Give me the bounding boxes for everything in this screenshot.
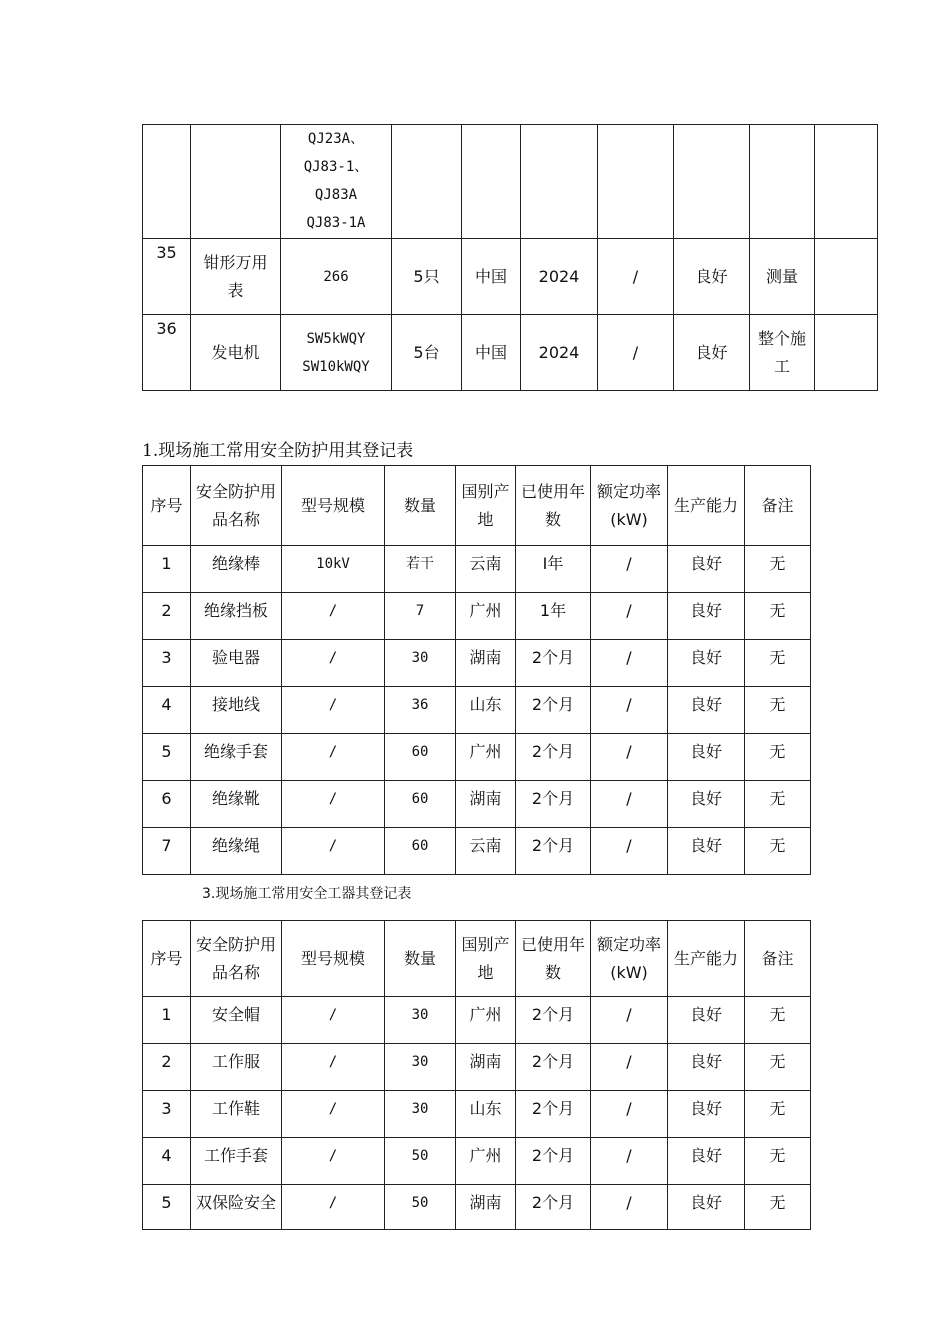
row-qty: 60 (385, 828, 456, 875)
header-row (143, 466, 811, 546)
header-name (191, 921, 282, 997)
table-row (143, 239, 878, 315)
row-power: / (591, 997, 668, 1044)
row-years: 2个月 (516, 687, 591, 734)
equipment-table-continued (142, 124, 878, 391)
row-name: 绝缘靴 (191, 781, 282, 828)
header-line: 安全防护用 (195, 481, 276, 501)
header-line: 已使用年 (520, 481, 585, 501)
row-capacity: 良好 (668, 1044, 745, 1091)
header-note: 备注 (745, 921, 811, 997)
row-name: 接地线 (191, 687, 282, 734)
row-power: / (591, 734, 668, 781)
row-year: 2024 (521, 239, 598, 315)
use-line: 工 (773, 356, 790, 376)
row-note: 无 (745, 546, 811, 593)
row-years: 2个月 (516, 1185, 591, 1230)
row-model: / (282, 640, 385, 687)
row-no: 7 (143, 828, 191, 875)
row-capacity: 良好 (668, 1185, 745, 1230)
header-model: 型号规模 (282, 466, 385, 546)
row-model: / (282, 997, 385, 1044)
row-note: 无 (745, 781, 811, 828)
header-no: 序号 (143, 921, 191, 997)
row-origin: 山东 (456, 687, 516, 734)
model-line: QJ83-1、 (303, 159, 369, 175)
row-no: 6 (143, 781, 191, 828)
row-note: 无 (745, 1044, 811, 1091)
row-years: 2个月 (516, 640, 591, 687)
row-power: / (591, 593, 668, 640)
row-name (191, 239, 281, 315)
row-capacity: 良好 (668, 781, 745, 828)
row-no: 5 (143, 734, 191, 781)
header-line: 国别产 (461, 934, 510, 954)
row-qty: 30 (385, 997, 456, 1044)
row-capacity: 良好 (668, 687, 745, 734)
table-row (143, 1185, 811, 1230)
row-note: 无 (745, 640, 811, 687)
use-line: 整个施 (757, 328, 806, 348)
row-years: 2个月 (516, 1044, 591, 1091)
row-origin: 中国 (462, 239, 521, 315)
table-row (143, 640, 811, 687)
row-model: / (282, 828, 385, 875)
row-power: / (591, 1044, 668, 1091)
table-row (143, 828, 811, 875)
row-model: / (282, 734, 385, 781)
row-qty: 5只 (392, 239, 462, 315)
row-name (191, 125, 281, 239)
table-row (143, 546, 811, 593)
row-capacity: 良好 (674, 239, 750, 315)
header-line: 额定功率 (596, 481, 661, 501)
row-power: / (591, 640, 668, 687)
row-qty: 若干 (385, 546, 456, 593)
row-no (143, 125, 191, 239)
table-row (143, 1138, 811, 1185)
row-power: / (591, 828, 668, 875)
row-note: 无 (745, 997, 811, 1044)
model-line: QJ83-1A (306, 215, 366, 231)
row-qty: 36 (385, 687, 456, 734)
row-no: 3 (143, 1091, 191, 1138)
row-power (598, 125, 674, 239)
header-line: 品名称 (211, 962, 260, 982)
table-row (143, 734, 811, 781)
header-qty: 数量 (385, 466, 456, 546)
row-use: 测量 (750, 239, 815, 315)
row-years: 1年 (516, 593, 591, 640)
row-capacity: 良好 (668, 593, 745, 640)
row-origin: 湖南 (456, 781, 516, 828)
row-origin: 云南 (456, 828, 516, 875)
row-qty: 5台 (392, 315, 462, 391)
table-row (143, 593, 811, 640)
name-line: 表 (227, 280, 244, 300)
row-note (815, 315, 878, 391)
row-note: 无 (745, 687, 811, 734)
header-line: 国别产 (461, 481, 510, 501)
row-name: 绝缘手套 (191, 734, 282, 781)
row-model (281, 125, 392, 239)
row-years: 2个月 (516, 997, 591, 1044)
row-capacity: 良好 (668, 734, 745, 781)
row-name: 工作鞋 (191, 1091, 282, 1138)
row-no: 5 (143, 1185, 191, 1230)
header-line: 品名称 (211, 509, 260, 529)
row-origin (462, 125, 521, 239)
row-no: 2 (143, 593, 191, 640)
header-power (591, 466, 668, 546)
section3-title: 3.现场施工常用安全工器其登记表 (202, 886, 412, 902)
row-origin: 中国 (462, 315, 521, 391)
table-row (143, 997, 811, 1044)
row-no: 4 (143, 1138, 191, 1185)
row-qty: 50 (385, 1185, 456, 1230)
model-line: SW5kWQY (306, 330, 366, 347)
row-capacity: 良好 (668, 546, 745, 593)
header-line: 安全防护用 (195, 934, 276, 954)
row-qty: 30 (385, 1091, 456, 1138)
row-no: 36 (143, 315, 191, 391)
table-row (143, 1091, 811, 1138)
table-row (143, 125, 878, 239)
row-qty (392, 125, 462, 239)
row-model: / (282, 593, 385, 640)
header-capacity: 生产能力 (668, 921, 745, 997)
row-origin: 广州 (456, 593, 516, 640)
row-origin: 湖南 (456, 1185, 516, 1230)
header-name (191, 466, 282, 546)
row-model: 10kV (282, 546, 385, 593)
model-line: SW10kWQY (302, 358, 370, 375)
section1-title: 1.现场施工常用安全防护用其登记表 (142, 441, 414, 461)
row-note (815, 239, 878, 315)
header-power (591, 921, 668, 997)
safety-tools-table (142, 920, 811, 1230)
row-note: 无 (745, 828, 811, 875)
row-years: 2个月 (516, 828, 591, 875)
row-origin: 广州 (456, 997, 516, 1044)
header-no: 序号 (143, 466, 191, 546)
header-qty: 数量 (385, 921, 456, 997)
row-model: / (282, 1138, 385, 1185)
row-year: 2024 (521, 315, 598, 391)
row-note: 无 (745, 1138, 811, 1185)
row-name: 绝缘绳 (191, 828, 282, 875)
row-power: / (591, 1091, 668, 1138)
header-origin (456, 466, 516, 546)
row-capacity (674, 125, 750, 239)
row-capacity: 良好 (668, 828, 745, 875)
table-row (143, 781, 811, 828)
row-note: 无 (745, 1185, 811, 1230)
header-capacity: 生产能力 (668, 466, 745, 546)
row-capacity: 良好 (674, 315, 750, 391)
row-note: 无 (745, 734, 811, 781)
row-no: 2 (143, 1044, 191, 1091)
row-use (750, 125, 815, 239)
row-qty: 60 (385, 734, 456, 781)
row-name: 安全帽 (191, 997, 282, 1044)
header-origin (456, 921, 516, 997)
header-line: 已使用年 (520, 934, 585, 954)
name-line: 钳形万用 (203, 252, 268, 272)
row-use (750, 315, 815, 391)
row-capacity: 良好 (668, 1138, 745, 1185)
header-years (516, 466, 591, 546)
header-model: 型号规模 (282, 921, 385, 997)
section3-body (143, 997, 811, 1230)
row-power: / (591, 546, 668, 593)
row-origin: 湖南 (456, 640, 516, 687)
row-model: / (282, 781, 385, 828)
row-note: 无 (745, 1091, 811, 1138)
row-capacity: 良好 (668, 997, 745, 1044)
row-model: / (282, 1044, 385, 1091)
row-capacity: 良好 (668, 1091, 745, 1138)
header-line: 数 (544, 509, 561, 529)
header-line: (kW) (610, 962, 648, 982)
model-line: QJ83A (314, 187, 358, 203)
row-power: / (598, 239, 674, 315)
row-years: 2个月 (516, 781, 591, 828)
row-origin: 广州 (456, 1138, 516, 1185)
row-power: / (598, 315, 674, 391)
row-power: / (591, 1185, 668, 1230)
protective-gear-table (142, 465, 811, 875)
header-row (143, 921, 811, 997)
header-line: 地 (477, 509, 494, 529)
table-row (143, 1044, 811, 1091)
row-no: 4 (143, 687, 191, 734)
row-years: 2个月 (516, 1091, 591, 1138)
header-years (516, 921, 591, 997)
row-power: / (591, 781, 668, 828)
row-years: I年 (516, 546, 591, 593)
row-qty: 60 (385, 781, 456, 828)
row-name: 验电器 (191, 640, 282, 687)
row-qty: 50 (385, 1138, 456, 1185)
row-model (281, 315, 392, 391)
row-years: 2个月 (516, 734, 591, 781)
row-model: / (282, 687, 385, 734)
row-origin: 山东 (456, 1091, 516, 1138)
header-line: 数 (544, 962, 561, 982)
row-power: / (591, 1138, 668, 1185)
row-name: 绝缘挡板 (191, 593, 282, 640)
row-no: 1 (143, 997, 191, 1044)
section1-body (143, 546, 811, 875)
model-line: QJ23A、 (307, 131, 365, 147)
row-note (815, 125, 878, 239)
row-model: / (282, 1091, 385, 1138)
row-note: 无 (745, 593, 811, 640)
row-name: 绝缘棒 (191, 546, 282, 593)
row-model: 266 (281, 239, 392, 315)
row-name: 工作手套 (191, 1138, 282, 1185)
row-name: 工作服 (191, 1044, 282, 1091)
row-years: 2个月 (516, 1138, 591, 1185)
row-qty: 7 (385, 593, 456, 640)
table-row (143, 687, 811, 734)
row-no: 1 (143, 546, 191, 593)
header-note: 备注 (745, 466, 811, 546)
header-line: 地 (477, 962, 494, 982)
table-row (143, 315, 878, 391)
row-qty: 30 (385, 1044, 456, 1091)
header-line: 额定功率 (596, 934, 661, 954)
row-model: / (282, 1185, 385, 1230)
header-line: (kW) (610, 509, 648, 529)
row-no: 35 (143, 239, 191, 315)
row-power: / (591, 687, 668, 734)
row-no: 3 (143, 640, 191, 687)
row-origin: 湖南 (456, 1044, 516, 1091)
row-origin: 广州 (456, 734, 516, 781)
row-year (521, 125, 598, 239)
row-name: 发电机 (191, 315, 281, 391)
row-capacity: 良好 (668, 640, 745, 687)
row-qty: 30 (385, 640, 456, 687)
row-name: 双保险安全 (191, 1185, 282, 1230)
row-origin: 云南 (456, 546, 516, 593)
